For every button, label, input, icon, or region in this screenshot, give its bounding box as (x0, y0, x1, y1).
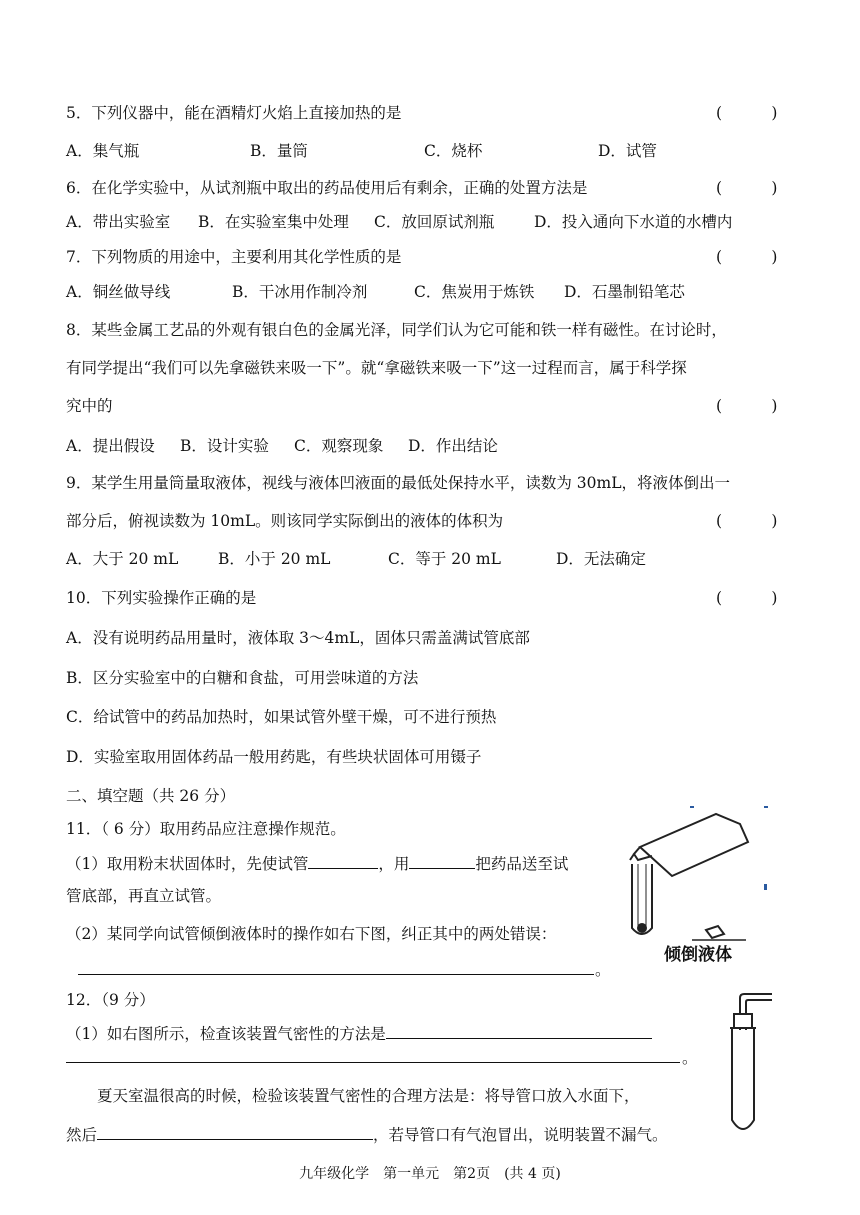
q12-part1 (66, 1022, 652, 1044)
q6-stem: 6．在化学实验中，从试剂瓶中取出的药品使用后有剩余，正确的处置方法是 (66, 179, 588, 197)
q11-answer-line[interactable] (78, 974, 594, 975)
q7-option-b: B．干冰用作制冷剂 (232, 283, 368, 301)
q6-option-b: B．在实验室集中处理 (198, 213, 349, 231)
q12-part3-text-b: ，若导管口有气泡冒出，说明装置不漏气。 (373, 1126, 668, 1144)
q11-part1-text-c: 把药品送至试 (475, 855, 569, 873)
q8-option-c: C．观察现象 (294, 437, 384, 455)
q8-option-a: A．提出假设 (66, 437, 155, 455)
q11-blank-1[interactable] (308, 852, 378, 869)
airtightness-apparatus-figure (720, 990, 780, 1140)
q8-stem-line1: 8．某些金属工艺品的外观有银白色的金属光泽，同学们认为它可能和铁一样有磁性。在讨论时， (66, 321, 727, 339)
q9-answer-paren[interactable]: ( ) (716, 512, 778, 530)
section-heading-fill-in: 二、填空题（共 26 分） (66, 787, 236, 805)
page-footer: 九年级化学 第一单元 第2页 (共 4 页) (299, 1166, 561, 1182)
q9-stem-line1: 9．某学生用量筒量取液体，视线与液体凹液面的最低处保持水平，读数为 30mL，将液体倒出一 (66, 474, 731, 492)
q11-blank-2[interactable] (409, 852, 475, 869)
q5-option-a: A．集气瓶 (66, 142, 140, 160)
q5-answer-paren[interactable]: ( ) (716, 104, 778, 122)
q11-part1-line1 (66, 852, 568, 874)
q8-stem-line3: 究中的 (66, 397, 113, 415)
q5-stem: 5．下列仪器中，能在酒精灯火焰上直接加热的是 (66, 104, 402, 122)
q11-part2: （2）某同学向试管倾倒液体时的操作如右下图，纠正其中的两处错误： (66, 925, 557, 943)
pouring-liquid-caption: 倾倒液体 (664, 945, 732, 965)
q12-part3 (66, 1123, 668, 1145)
q12-answer-line[interactable] (66, 1062, 680, 1063)
q5-option-d: D．试管 (598, 142, 657, 160)
q7-stem: 7．下列物质的用途中，主要利用其化学性质的是 (66, 248, 402, 266)
q8-option-b: B．设计实验 (180, 437, 269, 455)
q11-end-mark: 。 (595, 961, 611, 979)
q10-stem: 10．下列实验操作正确的是 (66, 589, 257, 607)
q9-option-d: D．无法确定 (556, 550, 646, 568)
q9-option-c: C．等于 20 mL (388, 550, 501, 568)
q5-option-c: C．烧杯 (424, 142, 483, 160)
q7-option-d: D．石墨制铅笔芯 (564, 283, 685, 301)
q8-option-d: D．作出结论 (408, 437, 498, 455)
q9-stem-line2: 部分后，俯视读数为 10mL。则该同学实际倒出的液体的体积为 (66, 512, 504, 530)
q10-option-c: C．给试管中的药品加热时，如果试管外壁干燥，可不进行预热 (66, 708, 497, 726)
q6-option-a: A．带出实验室 (66, 213, 171, 231)
q8-answer-paren[interactable]: ( ) (716, 397, 778, 415)
q9-option-b: B．小于 20 mL (218, 550, 331, 568)
q7-option-c: C．焦炭用于炼铁 (414, 283, 535, 301)
q6-answer-paren[interactable]: ( ) (716, 179, 778, 197)
q6-option-c: C．放回原试剂瓶 (374, 213, 495, 231)
q12-blank-1[interactable] (386, 1022, 652, 1039)
q7-option-a: A．铜丝做导线 (66, 283, 171, 301)
q11-part1-text-b: ，用 (378, 855, 410, 873)
q12-part3-text-a: 然后 (66, 1126, 98, 1144)
q9-option-a: A．大于 20 mL (66, 550, 179, 568)
q12-blank-2[interactable] (97, 1123, 373, 1140)
q10-option-a: A．没有说明药品用量时，液体取 3～4mL，固体只需盖满试管底部 (66, 629, 530, 647)
q8-stem-line2: 有同学提出“我们可以先拿磁铁来吸一下”。就“拿磁铁来吸一下”这一过程而言，属于科学探 (66, 359, 687, 377)
q10-option-d: D．实验室取用固体药品一般用药匙，有些块状固体可用镊子 (66, 748, 482, 766)
q5-option-b: B．量筒 (250, 142, 308, 160)
q12-part1-text: （1）如右图所示，检查该装置气密性的方法是 (66, 1025, 386, 1043)
q12-stem: 12．（9 分） (66, 991, 155, 1009)
q11-part1-line2: 管底部，再直立试管。 (66, 887, 222, 905)
q12-end-mark: 。 (682, 1049, 698, 1067)
q12-part2: 夏天室温很高的时候，检验该装置气密性的合理方法是：将导管口放入水面下， (97, 1087, 640, 1105)
q7-answer-paren[interactable]: ( ) (716, 248, 778, 266)
q11-part1-text-a: （1）取用粉末状固体时，先使试管 (66, 855, 309, 873)
pouring-liquid-figure (628, 802, 774, 972)
q11-stem: 11．（ 6 分）取用药品应注意操作规范。 (66, 820, 346, 838)
q10-answer-paren[interactable]: ( ) (716, 589, 778, 607)
q10-option-b: B．区分实验室中的白糖和食盐，可用尝味道的方法 (66, 669, 419, 687)
q6-option-d: D．投入通向下水道的水槽内 (534, 213, 733, 231)
